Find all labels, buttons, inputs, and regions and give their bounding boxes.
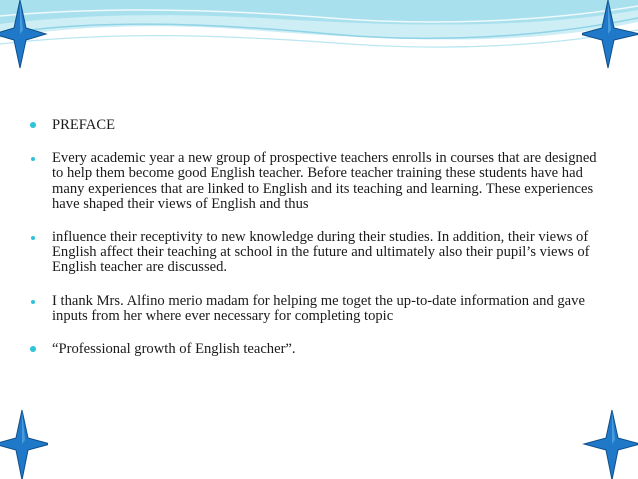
dot-bullet-icon <box>31 300 35 304</box>
list-item <box>30 342 605 357</box>
item-text: “Professional growth of English teacher”. <box>52 341 296 358</box>
list-item <box>30 294 605 324</box>
content-list <box>30 118 605 371</box>
four-point-star-icon <box>0 410 48 479</box>
dot-bullet-icon <box>31 236 35 240</box>
dot-bullet-icon <box>31 157 35 161</box>
four-point-star-icon <box>0 0 48 70</box>
list-item <box>30 118 605 133</box>
item-text: Every academic year a new group of prospective teachers enrolls in courses that are designed to help them become good English teacher. Before teacher training these students have had many experiences that are linked to English and its teaching and learning. These experiences have shaped their views of English and thus <box>52 150 597 212</box>
four-point-star-icon <box>582 410 638 479</box>
list-item <box>30 230 605 276</box>
item-text: influence their receptivity to new knowledge during their studies. In addition, their views of English affect their teaching at school in the future and ultimately also their pupil’s views of English teacher are discussed. <box>52 229 590 276</box>
item-text: PREFACE <box>52 117 115 133</box>
list-item <box>30 151 605 212</box>
header-wave-band <box>0 0 638 70</box>
item-text: I thank Mrs. Alfino merio madam for helping me toget the up-to-date information and gave inputs from her where ever necessary for completing topic <box>52 292 585 324</box>
round-bullet-icon <box>30 346 36 352</box>
four-point-star-icon <box>582 0 638 70</box>
round-bullet-icon <box>30 122 36 128</box>
